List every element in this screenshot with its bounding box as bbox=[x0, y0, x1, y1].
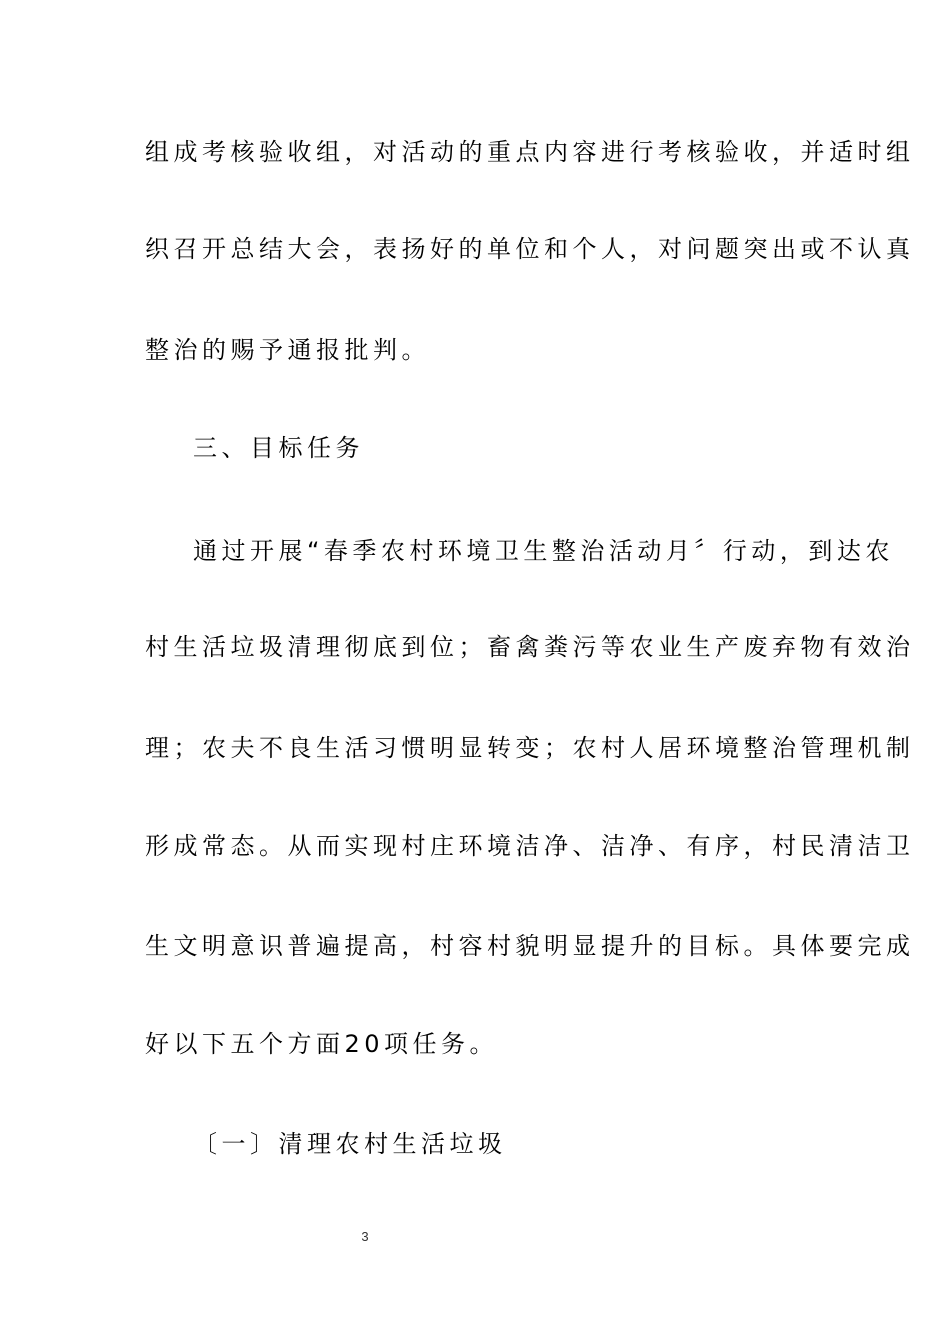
subsection-heading: 〔一〕清理农村生活垃圾 bbox=[193, 1130, 507, 1158]
paragraph-line-7: 形成常态。从而实现村庄环境洁净、洁净、有序，村民清洁卫 bbox=[145, 832, 915, 860]
paragraph-line-4: 通过开展“春季农村环境卫生整治活动月〞行动，到达农 bbox=[193, 537, 894, 565]
paragraph-line-6: 理；农夫不良生活习惯明显转变；农村人居环境整治管理机制 bbox=[145, 734, 915, 762]
section-heading: 三、目标任务 bbox=[193, 434, 364, 462]
paragraph-line-8: 生文明意识普遍提高，村容村貌明显提升的目标。具体要完成 bbox=[145, 932, 915, 960]
paragraph-line-2: 织召开总结大会，表扬好的单位和个人，对问题突出或不认真 bbox=[145, 235, 915, 263]
paragraph-line-1: 组成考核验收组，对活动的重点内容进行考核验收，并适时组 bbox=[145, 138, 915, 166]
paragraph-line-5: 村生活垃圾清理彻底到位；畜禽粪污等农业生产废弃物有效治 bbox=[145, 633, 915, 661]
paragraph-line-3: 整治的赐予通报批判。 bbox=[145, 336, 430, 364]
paragraph-line-9: 好以下五个方面20项任务。 bbox=[145, 1030, 499, 1058]
page-number: 3 bbox=[361, 1229, 369, 1244]
